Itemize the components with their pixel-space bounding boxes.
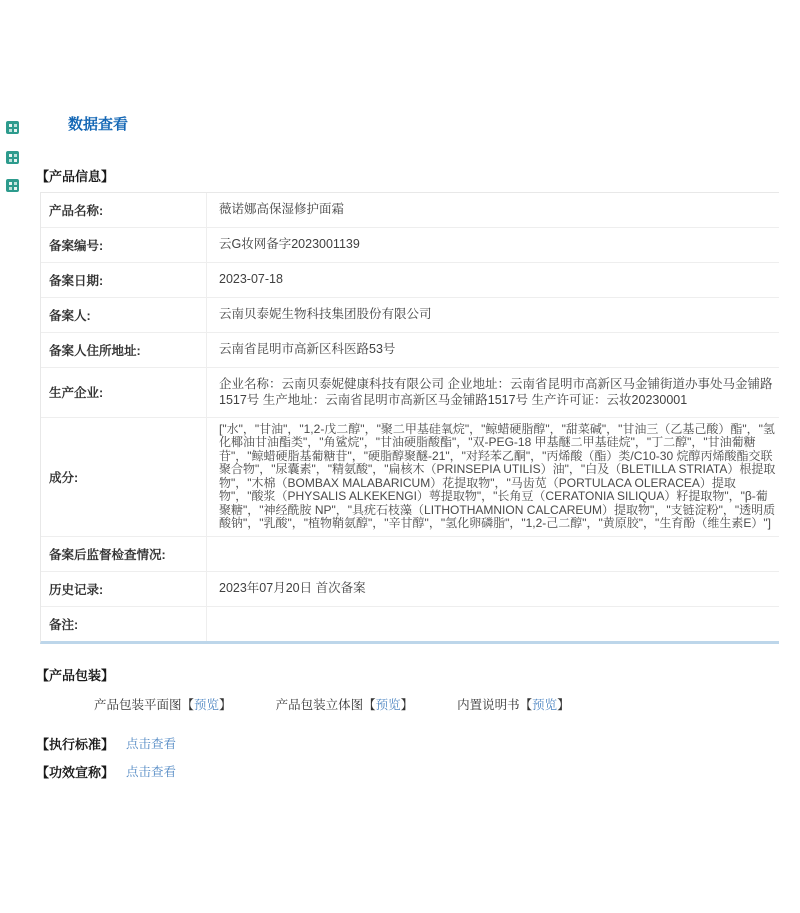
efficacy-claim-view-link[interactable]: 点击查看 (126, 765, 177, 779)
row-label: 历史记录: (41, 572, 207, 606)
floating-marker-icon[interactable] (6, 151, 19, 164)
preview-link-flat-image[interactable]: 预览 (194, 697, 220, 712)
product-info-table (40, 192, 779, 644)
table-row-supervision-check (41, 537, 779, 572)
row-value: 2023-07-18 (219, 272, 283, 286)
table-row-remarks (41, 607, 779, 641)
table-row-filer-address (41, 333, 779, 368)
row-label: 备案人住所地址: (41, 333, 207, 367)
section-title-product-info: 【产品信息】 (36, 169, 115, 184)
packaging-item-stereo-image (276, 695, 414, 713)
row-value: 云南省昆明市高新区科医路53号 (219, 342, 396, 356)
efficacy-claim-row (36, 762, 800, 781)
row-value: 云G妆网备字2023001139 (219, 237, 360, 251)
bracket: 【 (181, 697, 195, 712)
row-label: 备案人: (41, 298, 207, 332)
packaging-item-flat-image (94, 695, 232, 713)
table-row-product-name (41, 193, 779, 228)
row-label: 成分: (41, 418, 207, 536)
row-value: 薇诺娜高保湿修护面霜 (219, 202, 345, 216)
bracket: 【 (519, 697, 533, 712)
bracket: 】 (219, 697, 232, 712)
section-title-packaging: 【产品包装】 (36, 667, 115, 683)
packaging-item-manual (457, 695, 570, 713)
table-row-ingredients (41, 418, 779, 537)
row-label: 生产企业: (41, 368, 207, 417)
bracket: 【 (363, 697, 376, 712)
table-row-filer (41, 298, 779, 333)
table-row-filing-number (41, 228, 779, 263)
row-value: 云南贝泰妮生物科技集团股份有限公司 (219, 307, 432, 321)
bracket: 】 (557, 697, 570, 712)
row-value: 2023年07月20日 首次备案 (219, 580, 366, 595)
table-row-filing-date (41, 263, 779, 298)
preview-link-manual[interactable]: 预览 (532, 697, 558, 712)
table-row-manufacturer (41, 368, 779, 418)
row-label: 备注: (41, 607, 207, 641)
packaging-item-label: 产品包装立体图 (275, 697, 364, 712)
exec-standard-row (36, 734, 800, 753)
row-label: 备案编号: (41, 228, 207, 262)
section-title-efficacy-claim: 【功效宣称】 (36, 764, 115, 780)
row-value: 企业名称：云南贝泰妮健康科技有限公司 企业地址：云南省昆明市高新区马金铺街道办事处马金铺路1517号 生产地址：云南省昆明市高新区马金铺路1517号 生产许可证：云妆20230001 (219, 377, 773, 408)
preview-link-stereo-image[interactable]: 预览 (375, 697, 401, 712)
row-value-ingredients: ["水"，"甘油"，"1,2-戊二醇"，"聚二甲基硅氧烷"，"鲸蜡硬脂醇"，"甜菜碱"，"甘油三（乙基己酸）酯"，"氢化椰油甘油酯类"，"角鲨烷"，"甘油硬脂酸酯"，"双-PEG-18 甲基醚二甲基硅烷"，"丁二醇"，"甘油葡糖苷"，"鲸蜡硬脂基葡糖苷"，"硬脂醇聚醚-21"，"对羟苯乙酮"，"丙烯酸（酯）类/C10-30 烷醇丙烯酸酯交联聚合物"，"尿囊素"，"精氨酸"，"扁核木（PRINSEPIA UTILIS）油"，"白及（BLETILLA STRIATA）根提取物"，"木棉（BOMBAX MALABARICUM）花提取物"，"马齿苋（PORTULACA OLERACEA）提取物"，"酸浆（PHYSALIS ALKEKENGI）萼提取物"，"长角豆（CERATONIA SILIQUA）籽提取物"，"β-葡聚糖"，"神经酰胺 NP"，"具疣石枝藻（LITHOTHAMNION CALCAREUM）提取物"，"支链淀粉"，"透明质酸钠"，"乳酸"，"植物鞘氨醇"，"辛甘醇"，"氢化卵磷脂"，"1,2-己二醇"，"黄原胶"，"生育酚（维生素E）"] (219, 421, 776, 530)
row-label: 产品名称: (41, 193, 207, 227)
packaging-item-label: 内置说明书 (457, 697, 520, 712)
row-value (207, 607, 779, 641)
page-title: 数据查看 (68, 116, 129, 133)
section-title-exec-standard: 【执行标准】 (36, 736, 115, 752)
table-row-history (41, 572, 779, 607)
floating-marker-icon[interactable] (6, 179, 19, 192)
row-label: 备案后监督检查情况: (41, 537, 207, 571)
floating-marker-icon[interactable] (6, 121, 19, 134)
packaging-items (94, 695, 800, 713)
exec-standard-view-link[interactable]: 点击查看 (126, 737, 177, 751)
row-value (207, 537, 779, 571)
bracket: 】 (400, 697, 414, 712)
packaging-item-label: 产品包装平面图 (94, 697, 182, 712)
row-label: 备案日期: (41, 263, 207, 297)
